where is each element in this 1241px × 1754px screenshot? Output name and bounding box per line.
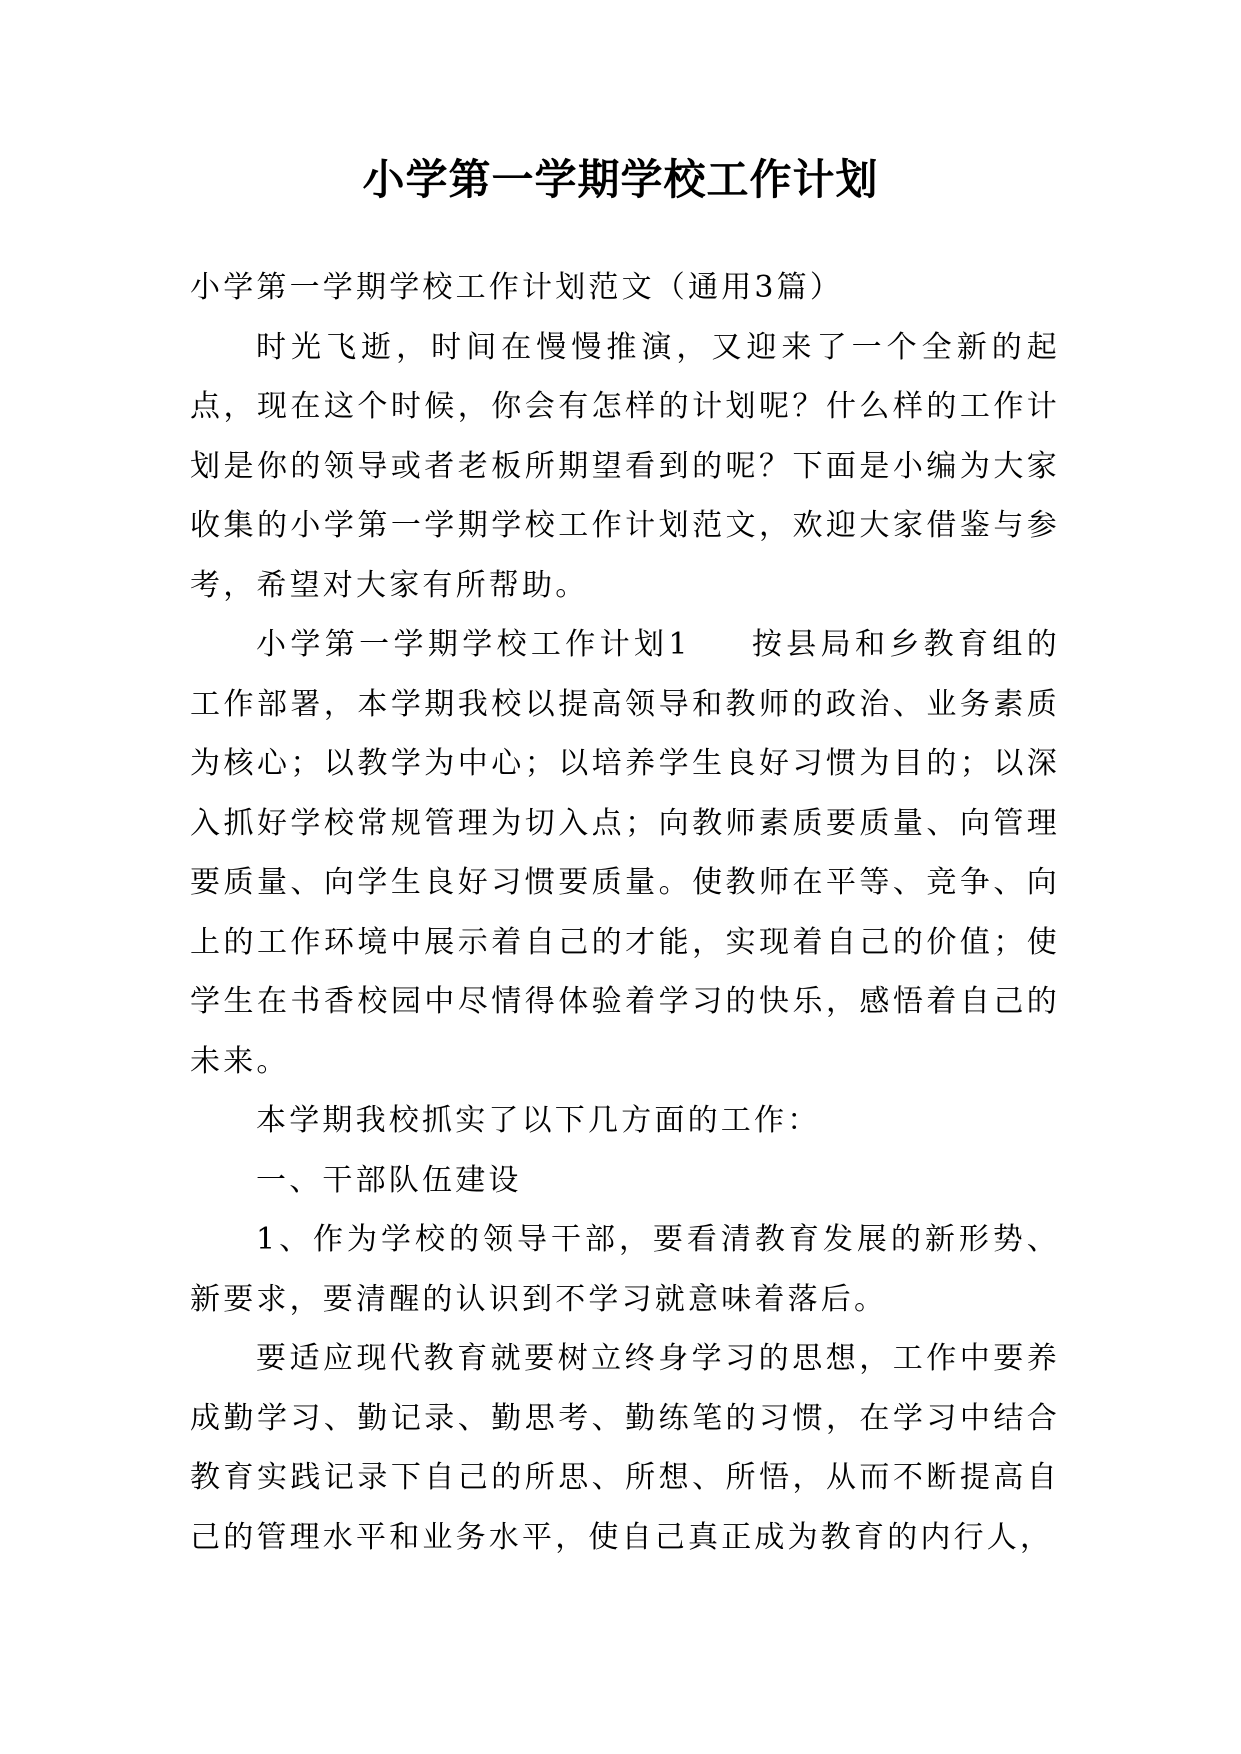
page-title: 小学第一学期学校工作计划 — [362, 155, 879, 204]
plan1-paragraph — [190, 615, 1060, 1091]
list-item-1: 1、作为学校的领导干部，要看清教育发展的新形势、新要求，要清醒的认识到不学习就意味着落后。 — [190, 1222, 1060, 1317]
intro-paragraph: 时光飞逝，时间在慢慢推演，又迎来了一个全新的起点，现在这个时候，你会有怎样的计划呢？什么样的工作计划是你的领导或者老板所期望看到的呢？下面是小编为大家收集的小学第一学期学校工作计划范文，欢迎大家借鉴与参考，希望对大家有所帮助。 — [190, 329, 1060, 603]
plan1-body: 按县局和乡教育组的工作部署，本学期我校以提高领导和教师的政治、业务素质为核心；以教学为中心；以培养学生良好习惯为目的；以深入抓好学校常规管理为切入点；向教师素质要质量、向管理要质量、向学生良好习惯要质量。使教师在平等、竞争、向上的工作环境中展示着自己的才能，实现着自己的价值；使学生在书香校园中尽情得体验着学习的快乐，感悟着自己的未来。 — [190, 627, 1060, 1079]
section-heading-cadre: 一、干部队伍建设 — [256, 1162, 522, 1198]
work-intro-paragraph: 本学期我校抓实了以下几方面的工作： — [256, 1103, 821, 1138]
plan1-heading: 小学第一学期学校工作计划1 — [256, 627, 691, 662]
adapt-paragraph: 要适应现代教育就要树立终身学习的思想，工作中要养成勤学习、勤记录、勤思考、勤练笔的习惯，在学习中结合教育实践记录下自己的所思、所想、所悟，从而不断提高自己的管理水平和业务水平，使自己真正成为教育的内行人， — [190, 1341, 1060, 1555]
document-body — [190, 258, 1060, 1567]
subtitle: 小学第一学期学校工作计划范文（通用3篇） — [190, 270, 844, 305]
